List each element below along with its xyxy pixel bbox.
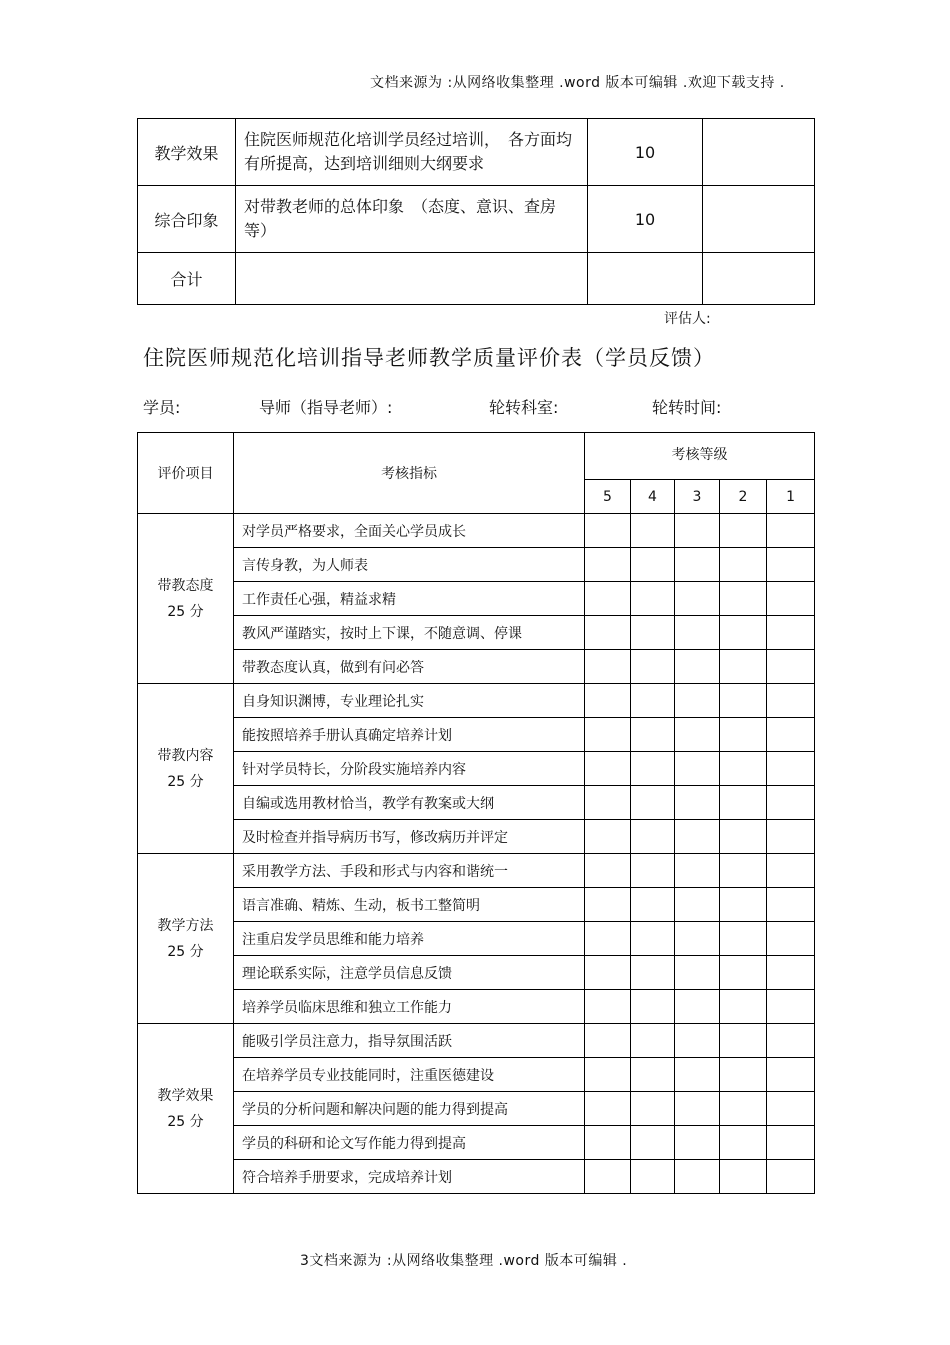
- grade-cell-5[interactable]: [585, 1126, 631, 1160]
- grade-cell-2[interactable]: [720, 1160, 767, 1194]
- grade-level-5: 5: [585, 480, 631, 514]
- indicator-text: 能按照培养手册认真确定培养计划: [234, 718, 585, 752]
- grade-cell-3[interactable]: [675, 650, 720, 684]
- table-row: [138, 650, 815, 684]
- grade-cell-3[interactable]: [675, 888, 720, 922]
- table-row: [138, 718, 815, 752]
- grade-cell-4[interactable]: [631, 888, 675, 922]
- grade-cell-2[interactable]: [720, 820, 767, 854]
- category-cell: [138, 854, 234, 1024]
- grade-cell-3[interactable]: [675, 752, 720, 786]
- indicator-text: 学员的分析问题和解决问题的能力得到提高: [234, 1092, 585, 1126]
- grade-cell-2[interactable]: [720, 956, 767, 990]
- grade-cell-2[interactable]: [720, 922, 767, 956]
- header-note: 文档来源为 :从网络收集整理 .word 版本可编辑 .欢迎下载支持 .: [370, 75, 785, 91]
- indicator-text: 采用教学方法、手段和形式与内容和谐统一: [234, 854, 585, 888]
- rotation-time-label: 轮转时间:: [652, 398, 722, 417]
- grade-cell-1[interactable]: [767, 786, 815, 820]
- grade-cell-1[interactable]: [767, 922, 815, 956]
- table-row: [138, 1092, 815, 1126]
- grade-cell-4[interactable]: [631, 956, 675, 990]
- grade-cell-1[interactable]: [767, 820, 815, 854]
- row-description: 住院医师规范化培训学员经过培训， 各方面均有所提高，达到培训细则大纲要求: [236, 119, 588, 186]
- grade-level-3: 3: [675, 480, 720, 514]
- grade-cell-5[interactable]: [585, 1024, 631, 1058]
- grade-cell-1[interactable]: [767, 1092, 815, 1126]
- grade-cell-1[interactable]: [767, 1126, 815, 1160]
- row-label: 教学效果: [138, 119, 236, 186]
- score-entry-cell[interactable]: [703, 186, 815, 253]
- grade-cell-5[interactable]: [585, 956, 631, 990]
- grade-cell-2[interactable]: [720, 548, 767, 582]
- grade-cell-1[interactable]: [767, 616, 815, 650]
- category-name: 教学方法: [157, 917, 214, 934]
- table-row: [138, 990, 815, 1024]
- grade-cell-3[interactable]: [675, 854, 720, 888]
- grade-cell-2[interactable]: [720, 1092, 767, 1126]
- mentor-label: 导师（指导老师）:: [259, 398, 393, 417]
- grade-cell-3[interactable]: [675, 514, 720, 548]
- indicator-text: 自身知识渊博，专业理论扎实: [234, 684, 585, 718]
- grade-cell-2[interactable]: [720, 786, 767, 820]
- grade-cell-4[interactable]: [631, 990, 675, 1024]
- header-indicator: 考核指标: [234, 433, 585, 514]
- grade-cell-3[interactable]: [675, 956, 720, 990]
- grade-cell-4[interactable]: [631, 1092, 675, 1126]
- student-label: 学员:: [143, 398, 181, 417]
- evaluation-table: [137, 432, 815, 1194]
- grade-cell-3[interactable]: [675, 684, 720, 718]
- grade-cell-4[interactable]: [631, 786, 675, 820]
- grade-cell-1[interactable]: [767, 888, 815, 922]
- top-score-table: [137, 118, 815, 305]
- indicator-text: 工作责任心强，精益求精: [234, 582, 585, 616]
- category-points: 25 分: [167, 773, 204, 790]
- table-row: [138, 1160, 815, 1194]
- grade-cell-2[interactable]: [720, 582, 767, 616]
- grade-cell-5[interactable]: [585, 888, 631, 922]
- grade-cell-4[interactable]: [631, 1160, 675, 1194]
- grade-level-1: 1: [767, 480, 815, 514]
- row-score: 10: [588, 186, 703, 253]
- indicator-text: 在培养学员专业技能同时，注重医德建设: [234, 1058, 585, 1092]
- indicator-text: 语言准确、精炼、生动，板书工整简明: [234, 888, 585, 922]
- category-points: 25 分: [167, 943, 204, 960]
- grade-cell-4[interactable]: [631, 922, 675, 956]
- row-label: 综合印象: [138, 186, 236, 253]
- grade-cell-3[interactable]: [675, 616, 720, 650]
- grade-cell-4[interactable]: [631, 820, 675, 854]
- indicator-text: 能吸引学员注意力，指导氛围活跃: [234, 1024, 585, 1058]
- grade-cell-1[interactable]: [767, 854, 815, 888]
- grade-cell-2[interactable]: [720, 514, 767, 548]
- grade-cell-4[interactable]: [631, 1058, 675, 1092]
- grade-cell-3[interactable]: [675, 548, 720, 582]
- grade-cell-2[interactable]: [720, 616, 767, 650]
- table-row: [138, 786, 815, 820]
- grade-cell-3[interactable]: [675, 922, 720, 956]
- total-description-cell[interactable]: [236, 253, 588, 305]
- grade-cell-3[interactable]: [675, 1160, 720, 1194]
- grade-cell-2[interactable]: [720, 752, 767, 786]
- grade-cell-5[interactable]: [585, 1092, 631, 1126]
- table-row: [138, 1024, 815, 1058]
- grade-cell-1[interactable]: [767, 684, 815, 718]
- indicator-text: 对学员严格要求，全面关心学员成长: [234, 514, 585, 548]
- grade-cell-2[interactable]: [720, 990, 767, 1024]
- grade-level-2: 2: [720, 480, 767, 514]
- grade-cell-5[interactable]: [585, 582, 631, 616]
- evaluator-label: 评估人:: [664, 311, 711, 327]
- table-row: [138, 616, 815, 650]
- grade-cell-2[interactable]: [720, 854, 767, 888]
- table-row: [138, 752, 815, 786]
- grade-cell-3[interactable]: [675, 582, 720, 616]
- grade-cell-5[interactable]: [585, 922, 631, 956]
- grade-cell-2[interactable]: [720, 1058, 767, 1092]
- category-points: 25 分: [167, 1113, 204, 1130]
- header-grade: 考核等级: [585, 433, 815, 480]
- row-description: 对带教老师的总体印象 （态度、意识、查房等）: [236, 186, 588, 253]
- grade-cell-5[interactable]: [585, 786, 631, 820]
- table-row: [138, 956, 815, 990]
- table-row: [138, 922, 815, 956]
- grade-cell-5[interactable]: [585, 718, 631, 752]
- grade-cell-1[interactable]: [767, 1058, 815, 1092]
- grade-cell-1[interactable]: [767, 650, 815, 684]
- table-row: [138, 684, 815, 718]
- category-name: 带教内容: [157, 747, 214, 764]
- grade-cell-2[interactable]: [720, 718, 767, 752]
- grade-level-4: 4: [631, 480, 675, 514]
- table-row: [138, 548, 815, 582]
- indicator-text: 注重启发学员思维和能力培养: [234, 922, 585, 956]
- grade-cell-1[interactable]: [767, 718, 815, 752]
- grade-cell-3[interactable]: [675, 1058, 720, 1092]
- table-row: [138, 820, 815, 854]
- table-row: [138, 582, 815, 616]
- grade-cell-2[interactable]: [720, 888, 767, 922]
- grade-cell-3[interactable]: [675, 1024, 720, 1058]
- grade-cell-5[interactable]: [585, 990, 631, 1024]
- category-points: 25 分: [167, 603, 204, 620]
- table-row: [138, 514, 815, 548]
- grade-cell-1[interactable]: [767, 582, 815, 616]
- table-row: [138, 253, 815, 305]
- table-row: [138, 854, 815, 888]
- total-label: 合计: [138, 253, 236, 305]
- grade-cell-5[interactable]: [585, 514, 631, 548]
- indicator-text: 学员的科研和论文写作能力得到提高: [234, 1126, 585, 1160]
- grade-cell-5[interactable]: [585, 1160, 631, 1194]
- grade-cell-5[interactable]: [585, 854, 631, 888]
- total-entry-cell[interactable]: [703, 253, 815, 305]
- grade-cell-3[interactable]: [675, 820, 720, 854]
- grade-cell-4[interactable]: [631, 650, 675, 684]
- indicator-text: 教风严谨踏实，按时上下课，不随意调、停课: [234, 616, 585, 650]
- grade-cell-2[interactable]: [720, 650, 767, 684]
- grade-cell-1[interactable]: [767, 1024, 815, 1058]
- indicator-text: 及时检查并指导病历书写，修改病历并评定: [234, 820, 585, 854]
- grade-cell-4[interactable]: [631, 616, 675, 650]
- grade-cell-5[interactable]: [585, 684, 631, 718]
- indicator-text: 培养学员临床思维和独立工作能力: [234, 990, 585, 1024]
- table-row: [138, 119, 815, 186]
- grade-cell-3[interactable]: [675, 990, 720, 1024]
- grade-cell-4[interactable]: [631, 1126, 675, 1160]
- indicator-text: 自编或选用教材恰当，教学有教案或大纲: [234, 786, 585, 820]
- score-entry-cell[interactable]: [703, 119, 815, 186]
- grade-cell-2[interactable]: [720, 1126, 767, 1160]
- grade-cell-3[interactable]: [675, 1126, 720, 1160]
- table-row: [138, 888, 815, 922]
- grade-cell-1[interactable]: [767, 990, 815, 1024]
- category-name: 教学效果: [157, 1087, 214, 1104]
- grade-cell-5[interactable]: [585, 1058, 631, 1092]
- grade-cell-4[interactable]: [631, 854, 675, 888]
- table-row: [138, 1126, 815, 1160]
- grade-cell-1[interactable]: [767, 956, 815, 990]
- category-cell: [138, 514, 234, 684]
- grade-cell-1[interactable]: [767, 548, 815, 582]
- grade-cell-3[interactable]: [675, 718, 720, 752]
- grade-cell-5[interactable]: [585, 820, 631, 854]
- indicator-text: 符合培养手册要求，完成培养计划: [234, 1160, 585, 1194]
- table-row: [138, 186, 815, 253]
- grade-cell-4[interactable]: [631, 1024, 675, 1058]
- category-name: 带教态度: [157, 577, 214, 594]
- grade-cell-5[interactable]: [585, 616, 631, 650]
- grade-cell-2[interactable]: [720, 684, 767, 718]
- grade-cell-1[interactable]: [767, 514, 815, 548]
- grade-cell-3[interactable]: [675, 1092, 720, 1126]
- grade-cell-4[interactable]: [631, 548, 675, 582]
- grade-cell-4[interactable]: [631, 752, 675, 786]
- department-label: 轮转科室:: [489, 398, 559, 417]
- indicator-text: 针对学员特长，分阶段实施培养内容: [234, 752, 585, 786]
- category-cell: [138, 1024, 234, 1194]
- indicator-text: 理论联系实际，注意学员信息反馈: [234, 956, 585, 990]
- grade-cell-4[interactable]: [631, 514, 675, 548]
- grade-cell-4[interactable]: [631, 718, 675, 752]
- grade-cell-5[interactable]: [585, 650, 631, 684]
- grade-cell-5[interactable]: [585, 752, 631, 786]
- category-cell: [138, 684, 234, 854]
- footer-note: 3文档来源为 :从网络收集整理 .word 版本可编辑 .: [300, 1253, 628, 1269]
- grade-cell-1[interactable]: [767, 1160, 815, 1194]
- row-score: 10: [588, 119, 703, 186]
- grade-cell-3[interactable]: [675, 786, 720, 820]
- table-row: [138, 1058, 815, 1092]
- indicator-text: 带教态度认真，做到有问必答: [234, 650, 585, 684]
- header-evaluation-item: 评价项目: [138, 433, 234, 514]
- grade-cell-2[interactable]: [720, 1024, 767, 1058]
- grade-cell-4[interactable]: [631, 684, 675, 718]
- indicator-text: 言传身教，为人师表: [234, 548, 585, 582]
- grade-cell-1[interactable]: [767, 752, 815, 786]
- table-row: [138, 433, 815, 480]
- page-title: 住院医师规范化培训指导老师教学质量评价表（学员反馈）: [143, 346, 715, 370]
- grade-cell-5[interactable]: [585, 548, 631, 582]
- total-score-cell[interactable]: [588, 253, 703, 305]
- grade-cell-4[interactable]: [631, 582, 675, 616]
